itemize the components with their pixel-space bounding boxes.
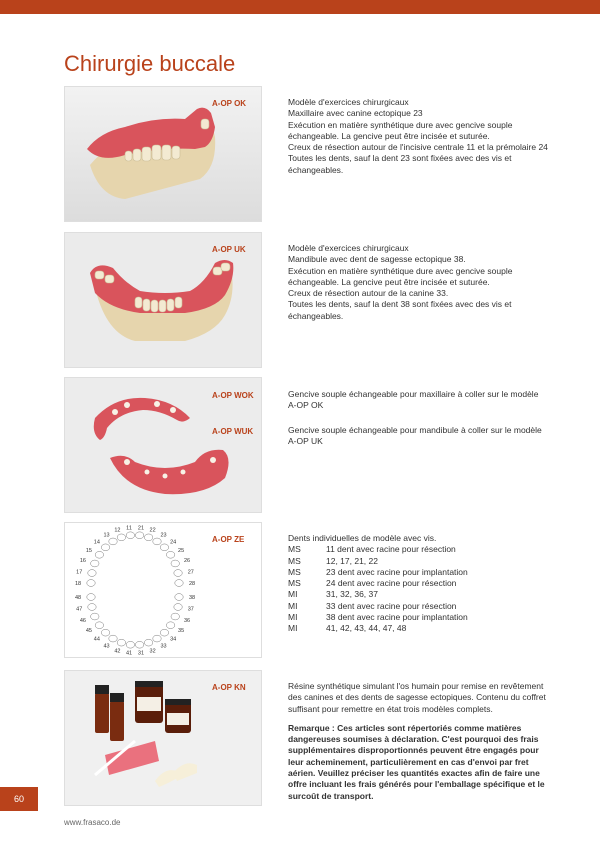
tooth-outline bbox=[166, 622, 174, 629]
tooth-number-label: 38 bbox=[188, 595, 196, 601]
footer-url: www.frasaco.de bbox=[64, 818, 121, 827]
tooth-outline bbox=[117, 639, 125, 646]
tooth-list-row bbox=[288, 556, 578, 567]
tooth-description: 12, 17, 21, 22 bbox=[326, 555, 378, 566]
description-line: Creux de résection autour de la canine 33. bbox=[288, 288, 449, 299]
description-line: Gencive souple échangeable pour mandibule à coller sur le modèle bbox=[288, 425, 542, 435]
product-description-a-op-wuk bbox=[288, 425, 578, 448]
product-code-a-op-wuk: A-OP WUK bbox=[212, 427, 254, 436]
tooth-description: 41, 42, 43, 44, 47, 48 bbox=[326, 623, 407, 634]
tooth-number-label: 27 bbox=[187, 569, 194, 576]
product-code-a-op-wok: A-OP WOK bbox=[212, 391, 254, 400]
tooth-number-label: 11 bbox=[126, 525, 132, 532]
tooth-number-label: 44 bbox=[93, 636, 100, 643]
product-description-a-op-ok bbox=[288, 97, 578, 176]
tooth-number-label: 25 bbox=[178, 548, 185, 555]
remark-line: aérien. Veuillez préciser les quantités exactes afin de faire une bbox=[288, 768, 540, 779]
tooth-number-label: 26 bbox=[184, 558, 191, 565]
tooth-number-label: 33 bbox=[160, 643, 167, 650]
tooth-number-label: 21 bbox=[137, 525, 145, 532]
description-line: Exécution en matière synthétique dure avec gencive souple bbox=[288, 265, 513, 276]
tooth-outline bbox=[160, 629, 168, 636]
tooth-description: 38 dent avec racine pour implantation bbox=[326, 612, 468, 623]
description-line: échangeables. bbox=[288, 310, 344, 321]
product-code-a-op-ze: A-OP ZE bbox=[212, 535, 245, 544]
jaw-code: MS bbox=[288, 578, 301, 589]
description-line: suffisant pour remettre en état trois modèles complets. bbox=[288, 703, 493, 714]
tooth-number-label: 34 bbox=[170, 636, 177, 643]
page-number: 60 bbox=[0, 787, 38, 811]
tooth-number-label: 41 bbox=[125, 650, 133, 657]
tooth-number-label: 48 bbox=[74, 595, 82, 601]
tooth-number-label: 13 bbox=[103, 532, 110, 539]
tooth-number-label: 32 bbox=[149, 648, 156, 655]
tooth-list bbox=[288, 544, 578, 634]
description-line: Gencive souple échangeable pour maxillaire à coller sur le modèle bbox=[288, 389, 539, 399]
tooth-outline bbox=[153, 635, 161, 642]
remark-line: surcoût de transport. bbox=[288, 790, 374, 801]
remark-line: supplémentaires disproportionnés peuvent être engagés pour bbox=[288, 745, 539, 756]
tooth-number-label: 24 bbox=[170, 539, 177, 546]
tooth-description: 11 dent avec racine pour résection bbox=[326, 544, 456, 555]
remark-line: Remarque : Ces articles sont répertoriés comme matières bbox=[288, 722, 522, 733]
description-line: Dents individuelles de modèle avec vis. bbox=[288, 533, 437, 543]
description-line: Toutes les dents, sauf la dent 38 sont fixées avec des vis et bbox=[288, 299, 512, 310]
tooth-outline bbox=[175, 580, 183, 587]
tooth-outline bbox=[109, 635, 117, 642]
tooth-description: 31, 32, 36, 37 bbox=[326, 589, 378, 600]
jaw-code: MS bbox=[288, 544, 301, 555]
tooth-outline bbox=[117, 534, 125, 541]
product-description-a-op-wok bbox=[288, 389, 578, 412]
tooth-outline bbox=[126, 641, 134, 648]
jaw-code: MI bbox=[288, 623, 298, 634]
description-line: Creux de résection autour de l'incisive centrale 11 et la prémolaire 24 bbox=[288, 142, 548, 153]
tooth-number-label: 43 bbox=[103, 643, 110, 650]
tooth-number-label: 28 bbox=[188, 581, 196, 587]
top-accent-bar bbox=[0, 0, 600, 14]
tooth-outline bbox=[135, 641, 143, 648]
tooth-list-row bbox=[288, 589, 578, 600]
tooth-outline bbox=[91, 613, 99, 620]
tooth-number-label: 12 bbox=[114, 527, 121, 534]
tooth-number-label: 35 bbox=[178, 627, 185, 634]
description-line: échangeable. La gencive peut être incisée et suturée. bbox=[288, 276, 490, 287]
tooth-number-label: 42 bbox=[114, 648, 121, 655]
tooth-list-row bbox=[288, 567, 578, 578]
product-code-a-op-kn: A-OP KN bbox=[212, 683, 246, 692]
tooth-number-label: 36 bbox=[184, 617, 191, 624]
tooth-number-label: 47 bbox=[76, 606, 83, 613]
shipping-remark bbox=[288, 723, 578, 802]
tooth-number-label: 46 bbox=[79, 617, 86, 624]
tooth-number-label: 16 bbox=[79, 558, 86, 565]
tooth-list-row bbox=[288, 544, 578, 555]
jaw-code: MI bbox=[288, 612, 298, 623]
description-line: A-OP UK bbox=[288, 436, 323, 447]
tooth-number-label: 14 bbox=[93, 539, 100, 546]
tooth-number-label: 31 bbox=[137, 650, 145, 657]
tooth-outline bbox=[153, 538, 161, 545]
jaw-code: MS bbox=[288, 566, 301, 577]
jaw-code: MS bbox=[288, 555, 301, 566]
tooth-outline bbox=[171, 613, 179, 620]
tooth-description: 23 dent avec racine pour implantation bbox=[326, 566, 468, 577]
tooth-outline bbox=[91, 560, 99, 567]
tooth-number-label: 37 bbox=[187, 606, 194, 613]
tooth-outline bbox=[171, 560, 179, 567]
description-line: échangeable. La gencive peut être incisée et suturée. bbox=[288, 130, 490, 141]
description-line: Toutes les dents, sauf la dent 23 sont fixées avec des vis et bbox=[288, 153, 512, 164]
description-line: Modèle d'exercices chirurgicaux bbox=[288, 243, 409, 253]
remark-line: leur acheminement, particulièrement en cas d'envoi par fret bbox=[288, 756, 529, 767]
tooth-outline bbox=[174, 604, 182, 611]
tooth-number-label: 18 bbox=[74, 581, 82, 587]
tooth-outline bbox=[174, 570, 182, 577]
tooth-outline bbox=[88, 604, 96, 611]
jaw-code: MI bbox=[288, 589, 298, 600]
tooth-list-row bbox=[288, 578, 578, 589]
tooth-number-label: 15 bbox=[85, 548, 92, 555]
product-code-a-op-ok: A-OP OK bbox=[212, 99, 247, 108]
tooth-outline bbox=[175, 594, 183, 601]
description-line: Modèle d'exercices chirurgicaux bbox=[288, 97, 409, 107]
tooth-outline bbox=[135, 532, 143, 539]
tooth-outline bbox=[126, 532, 134, 539]
tooth-number-label: 22 bbox=[149, 527, 156, 534]
tooth-outline bbox=[166, 551, 174, 558]
description-line: Exécution en matière synthétique dure avec gencive souple bbox=[288, 119, 513, 130]
tooth-outline bbox=[160, 544, 168, 551]
product-code-a-op-uk: A-OP UK bbox=[212, 245, 246, 254]
tooth-outline bbox=[95, 622, 103, 629]
tooth-description: 24 dent avec racine pour résection bbox=[326, 578, 457, 589]
tooth-outline bbox=[101, 629, 109, 636]
description-line: Résine synthétique simulant l'os humain pour remise en revêtement bbox=[288, 681, 544, 691]
page-title: Chirurgie buccale bbox=[64, 51, 236, 76]
tooth-outline bbox=[88, 570, 96, 577]
remark-line: dangereuses soumises à déclaration. C'est pourquoi des frais bbox=[288, 734, 539, 745]
tooth-list-row bbox=[288, 623, 578, 634]
tooth-outline bbox=[87, 594, 95, 601]
tooth-number-label: 23 bbox=[160, 532, 167, 539]
description-line: Mandibule avec dent de sagesse ectopique 38. bbox=[288, 254, 466, 265]
tooth-number-label: 17 bbox=[76, 569, 83, 576]
description-line: Maxillaire avec canine ectopique 23 bbox=[288, 108, 423, 119]
description-line: des canines et des dents de sagesse ectopiques. Contenu du coffret bbox=[288, 692, 546, 703]
tooth-outline bbox=[87, 580, 95, 587]
product-description-a-op-kn bbox=[288, 681, 578, 802]
tooth-description: 33 dent avec racine pour résection bbox=[326, 600, 457, 611]
tooth-number-label: 45 bbox=[85, 627, 92, 634]
product-description-a-op-uk bbox=[288, 243, 578, 322]
product-description-a-op-ze bbox=[288, 533, 578, 635]
description-line: échangeables. bbox=[288, 164, 344, 175]
tooth-outline bbox=[109, 538, 117, 545]
tooth-outline bbox=[144, 534, 152, 541]
description-line: A-OP OK bbox=[288, 400, 324, 411]
tooth-list-row bbox=[288, 612, 578, 623]
jaw-code: MI bbox=[288, 600, 298, 611]
tooth-list-row bbox=[288, 601, 578, 612]
remark-line: offre incluant les frais générés pour l'emballage spécifique et le bbox=[288, 779, 545, 790]
tooth-outline bbox=[101, 544, 109, 551]
tooth-outline bbox=[95, 551, 103, 558]
tooth-outline bbox=[144, 639, 152, 646]
